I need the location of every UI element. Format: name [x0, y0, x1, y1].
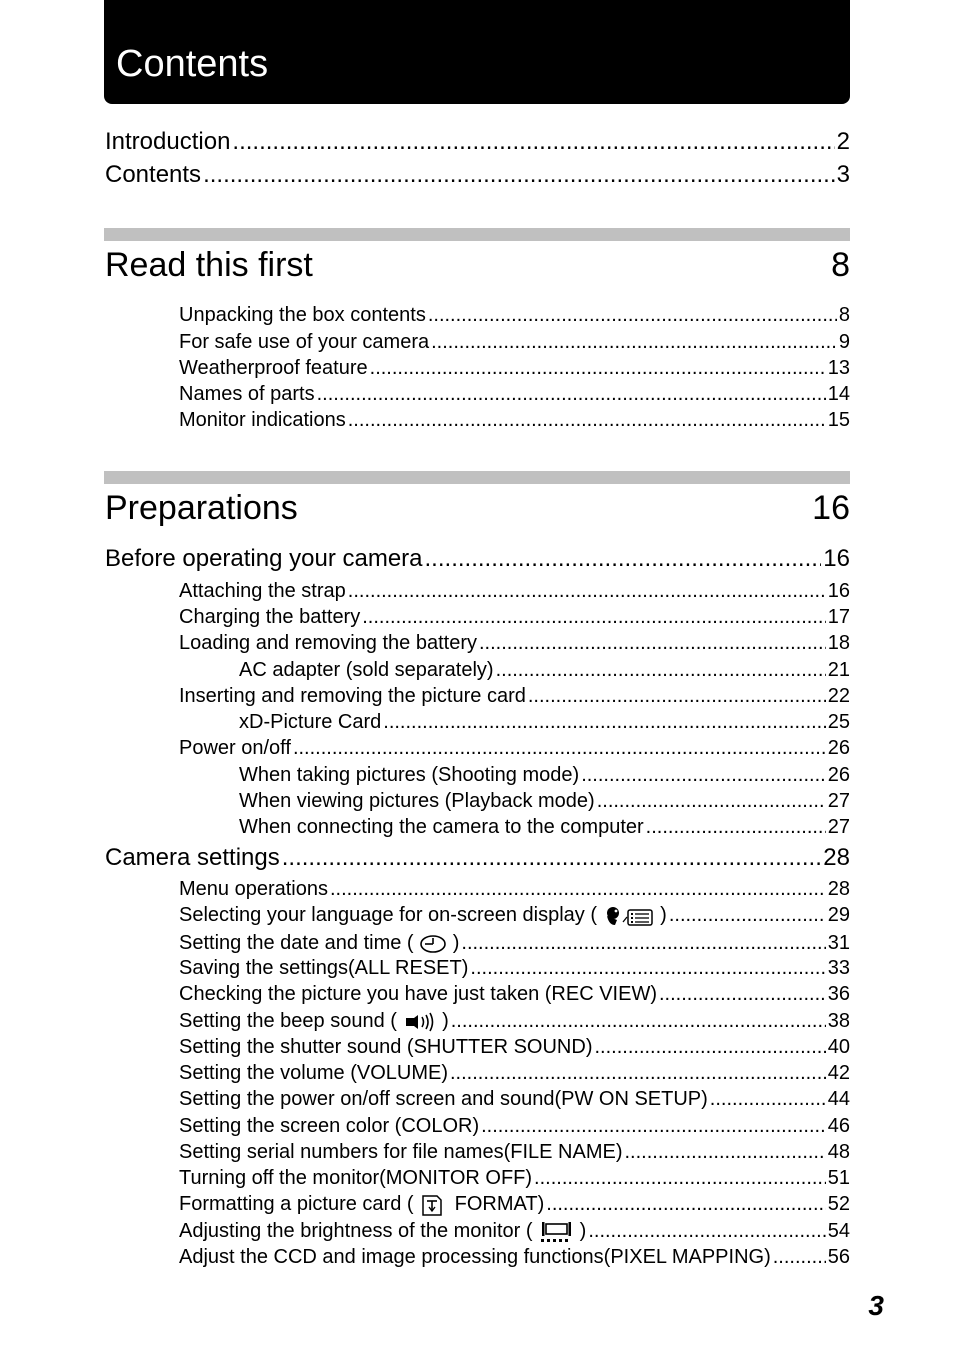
dot-leader [383, 710, 825, 734]
label-text: Adjusting the brightness of the monitor ( [179, 1220, 533, 1242]
toc-entry-page: 44 [827, 1088, 850, 1110]
toc-entry-label: Setting serial numbers for file names(FILE NAME) [179, 1141, 623, 1163]
toc-entry-label: Loading and removing the battery [179, 632, 477, 654]
toc-entry[interactable] [179, 1061, 850, 1085]
label-text: Formatting a picture card ( [179, 1193, 414, 1215]
toc-entry-page: 27 [827, 816, 850, 838]
toc-entry[interactable] [179, 382, 850, 406]
section-heading-read-this-first[interactable] [105, 245, 850, 285]
section-page: 8 [831, 246, 850, 284]
toc-entry-page: 48 [827, 1141, 850, 1163]
dot-leader [203, 160, 835, 190]
dot-leader [481, 1114, 826, 1138]
toc-entry-page: 56 [827, 1246, 850, 1268]
toc-entry-label: Setting the screen color (COLOR) [179, 1115, 480, 1137]
toc-entry-page: 15 [827, 409, 850, 431]
contents-title-bar [104, 0, 850, 104]
label-text: ) [579, 1220, 587, 1242]
label-text: Setting the beep sound ( [179, 1010, 397, 1032]
toc-subsection-before-operating[interactable] [105, 544, 850, 574]
toc-entry-label [179, 1009, 449, 1033]
dot-leader [293, 736, 826, 760]
toc-entry-page: 33 [827, 957, 850, 979]
toc-entry-page: 28 [823, 844, 850, 871]
label-text: FORMAT) [454, 1193, 545, 1215]
toc-entry[interactable] [179, 1009, 850, 1033]
toc-entry-page: 54 [827, 1220, 850, 1242]
dot-leader [282, 843, 822, 873]
toc-entry-page: 42 [827, 1062, 850, 1084]
toc-entry[interactable] [179, 1192, 850, 1216]
section-title: Read this first [105, 246, 313, 284]
toc-entry[interactable] [179, 903, 850, 927]
dot-leader [496, 658, 826, 682]
dot-leader [581, 763, 826, 787]
toc-entry-page: 3 [836, 161, 850, 188]
dot-leader [479, 631, 826, 655]
toc-entry-label [179, 903, 667, 928]
beep-sound-icon [403, 1011, 437, 1033]
page-number: 3 [868, 1290, 884, 1321]
toc-entry[interactable] [179, 956, 850, 980]
dot-leader [451, 1009, 826, 1033]
toc-entry[interactable] [179, 1114, 850, 1138]
toc-entry[interactable] [179, 1166, 850, 1190]
toc-entry-page: 18 [827, 632, 850, 654]
toc-entry-label [179, 1192, 544, 1217]
toc-entry[interactable] [239, 710, 850, 734]
dot-leader [546, 1192, 825, 1216]
label-text: ) [442, 1010, 449, 1032]
toc-entry-label: Power on/off [179, 737, 291, 759]
toc-entry-label: Contents [105, 161, 202, 188]
toc-entry-page: 2 [836, 128, 850, 155]
toc-entry-page: 21 [827, 659, 850, 681]
toc-entry-page: 22 [827, 685, 850, 707]
toc-entry[interactable] [239, 763, 850, 787]
toc-entry-page: 51 [827, 1167, 850, 1189]
toc-entry[interactable] [179, 356, 850, 380]
dot-leader [773, 1245, 826, 1269]
toc-entry-label [179, 931, 459, 955]
toc-entry-page: 52 [827, 1193, 850, 1215]
toc-entry-page: 25 [827, 711, 850, 733]
section-title: Preparations [105, 489, 298, 527]
toc-entry[interactable] [179, 1087, 850, 1111]
toc-entry-label: Adjust the CCD and image processing functions(PIXEL MAPPING) [179, 1246, 771, 1268]
dot-leader [534, 1166, 826, 1190]
toc-entry-introduction[interactable] [105, 127, 850, 157]
label-text: Setting the date and time ( [179, 932, 414, 954]
toc-entry-page: 13 [827, 357, 850, 379]
dot-leader [594, 1035, 825, 1059]
dot-leader [659, 982, 826, 1006]
dot-leader [428, 303, 837, 327]
toc-entry[interactable] [179, 982, 850, 1006]
toc-entry-label: Attaching the strap [179, 580, 346, 602]
clock-icon [419, 934, 447, 954]
toc-entry-label: Menu operations [179, 878, 328, 900]
monitor-brightness-icon [538, 1220, 574, 1244]
toc-entry-page: 31 [827, 932, 850, 954]
dot-leader [317, 382, 826, 406]
toc-entry-page: 17 [827, 606, 850, 628]
toc-entry-page: 16 [823, 545, 850, 572]
toc-entry-label: When connecting the camera to the computer [239, 816, 644, 838]
toc-entry-page: 40 [827, 1036, 850, 1058]
label-text: ) [452, 932, 460, 954]
dot-leader [528, 684, 826, 708]
toc-entry-label: Setting the volume (VOLUME) [179, 1062, 448, 1084]
toc-entry[interactable] [179, 605, 850, 629]
label-text: Selecting your language for on-screen display ( [179, 904, 598, 926]
toc-entry[interactable] [239, 658, 850, 682]
toc-entry-label [179, 1219, 586, 1244]
toc-entry-label: Checking the picture you have just taken (REC VIEW) [179, 983, 657, 1005]
dot-leader [625, 1140, 826, 1164]
toc-entry[interactable] [179, 931, 850, 955]
toc-entry-label: xD-Picture Card [239, 711, 382, 733]
language-icon [603, 904, 655, 928]
toc-entry[interactable] [179, 1035, 850, 1059]
toc-entry[interactable] [239, 815, 850, 839]
dot-leader [450, 1061, 826, 1085]
toc-entry[interactable] [179, 631, 850, 655]
dot-leader [431, 330, 837, 354]
page-title: Contents [116, 43, 269, 85]
toc-entry-label: Before operating your camera [105, 545, 423, 572]
dot-leader [710, 1087, 826, 1111]
toc-entry[interactable] [239, 789, 850, 813]
toc-entry-page: 14 [827, 383, 850, 405]
card-format-icon [419, 1193, 449, 1217]
toc-entry-label: AC adapter (sold separately) [239, 659, 494, 681]
dot-leader [646, 815, 826, 839]
dot-leader [425, 544, 822, 574]
toc-entry[interactable] [179, 303, 850, 327]
dot-leader [669, 903, 826, 927]
toc-entry-label: Charging the battery [179, 606, 361, 628]
toc-entry-label: Setting the shutter sound (SHUTTER SOUND) [179, 1036, 593, 1058]
toc-entry-label: Camera settings [105, 844, 280, 871]
toc-entry[interactable] [179, 684, 850, 708]
toc-entry-page: 9 [838, 331, 850, 353]
toc-entry-page: 16 [827, 580, 850, 602]
toc-entry[interactable] [179, 1245, 850, 1269]
toc-entry-contents[interactable] [105, 160, 850, 190]
toc-entry-label: Saving the settings(ALL RESET) [179, 957, 469, 979]
toc-entry-label: Introduction [105, 128, 231, 155]
toc-entry-label: Inserting and removing the picture card [179, 685, 526, 707]
toc-entry[interactable] [179, 1140, 850, 1164]
section-divider [104, 471, 850, 484]
section-page: 16 [812, 489, 850, 527]
toc-entry-label: Turning off the monitor(MONITOR OFF) [179, 1167, 533, 1189]
toc-entry[interactable] [179, 877, 850, 901]
toc-entry-page: 26 [827, 737, 850, 759]
toc-entry-label: Monitor indications [179, 409, 346, 431]
toc-entry-page: 38 [827, 1010, 850, 1032]
dot-leader [362, 605, 826, 629]
toc-entry-label: Setting the power on/off screen and sound(PW ON SETUP) [179, 1088, 708, 1110]
dot-leader [588, 1219, 825, 1243]
toc-entry[interactable] [179, 1219, 850, 1243]
dot-leader [232, 127, 834, 157]
toc-entry-label: When taking pictures (Shooting mode) [239, 764, 580, 786]
dot-leader [348, 579, 826, 603]
toc-entry-page: 29 [827, 904, 850, 926]
toc-entry[interactable] [179, 330, 850, 354]
toc-entry-page: 28 [827, 878, 850, 900]
toc-entry-label: When viewing pictures (Playback mode) [239, 790, 595, 812]
label-text: ) [660, 904, 667, 926]
section-heading-preparations[interactable] [105, 488, 850, 528]
toc-entry[interactable] [179, 736, 850, 760]
toc-entry-label: Weatherproof feature [179, 357, 368, 379]
toc-entry-page: 8 [838, 304, 850, 326]
toc-entry-label: For safe use of your camera [179, 331, 430, 353]
toc-entry-page: 46 [827, 1115, 850, 1137]
toc-entry[interactable] [179, 408, 850, 432]
dot-leader [470, 956, 825, 980]
toc-entry-label: Names of parts [179, 383, 315, 405]
dot-leader [597, 789, 826, 813]
toc-entry-page: 26 [827, 764, 850, 786]
toc-entry-page: 36 [827, 983, 850, 1005]
dot-leader [330, 877, 826, 901]
toc-entry-page: 27 [827, 790, 850, 812]
dot-leader [370, 356, 826, 380]
dot-leader [348, 408, 826, 432]
toc-entry-label: Unpacking the box contents [179, 304, 426, 326]
toc-subsection-camera-settings[interactable] [105, 843, 850, 873]
dot-leader [461, 931, 825, 955]
toc-entry[interactable] [179, 579, 850, 603]
section-divider [104, 228, 850, 241]
